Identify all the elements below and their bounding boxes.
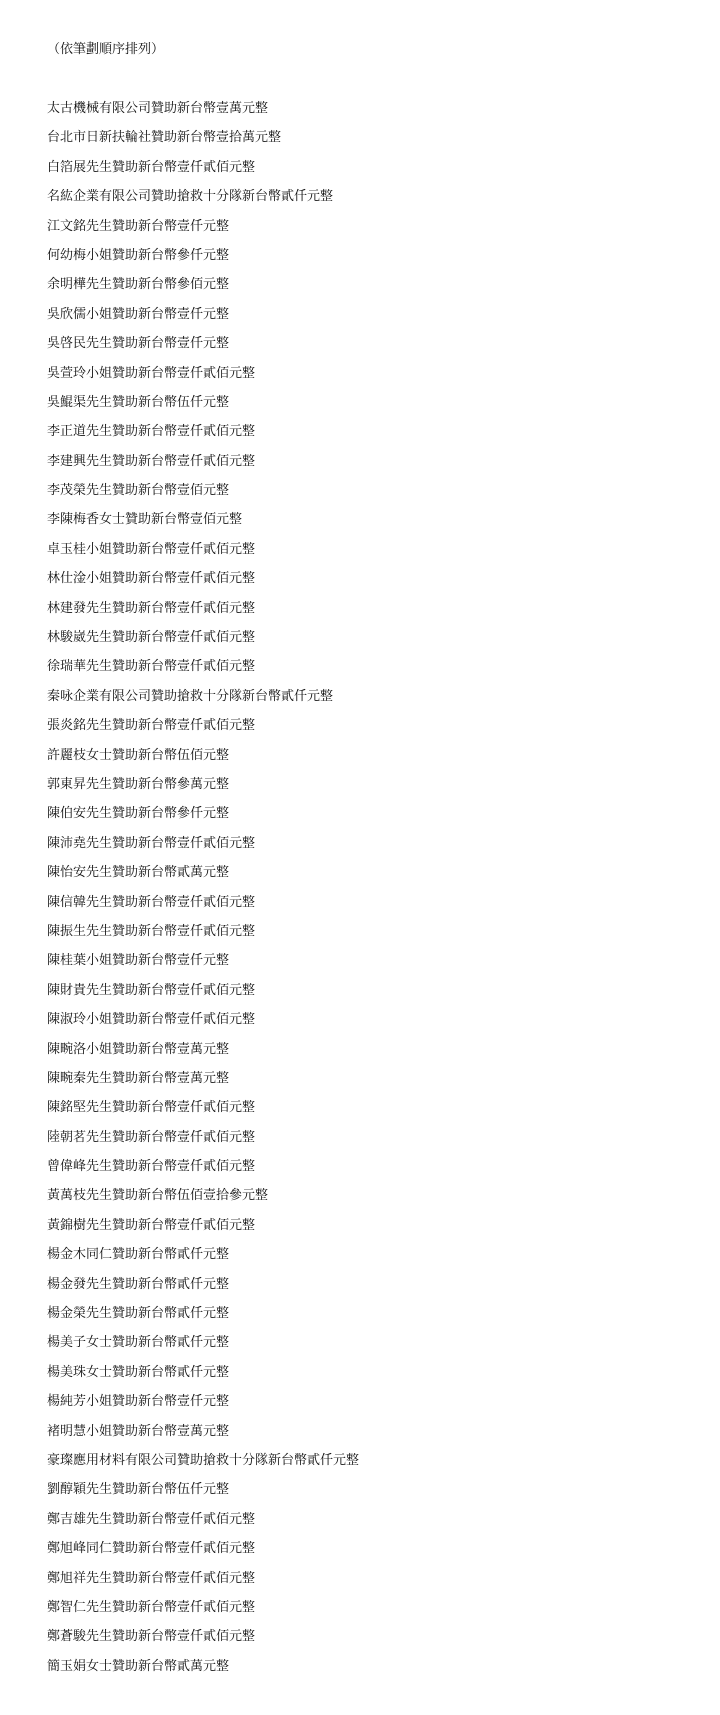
donor-document: [47, 38, 707, 1674]
donor-entry: 秦咏企業有限公司贊助搶救十分隊新台幣貳仟元整: [47, 688, 334, 704]
donor-entry: 太古機械有限公司贊助新台幣壹萬元整: [47, 101, 269, 116]
donor-entry: 鄭旭祥先生贊助新台幣壹仟貳佰元整: [47, 1570, 256, 1586]
donor-entry: 李陳梅香女士贊助新台幣壹佰元整: [47, 512, 243, 528]
ordering-note: （依筆劃順序排列）: [47, 42, 165, 57]
donor-entry: 陳沛堯先生贊助新台幣壹仟貳佰元整: [47, 835, 256, 851]
donor-entry: 陳怡安先生贊助新台幣貳萬元整: [47, 865, 230, 881]
donor-entry: 鄭蒼駿先生贊助新台幣壹仟貳佰元整: [47, 1629, 256, 1645]
donor-entry: 李茂榮先生贊助新台幣壹佰元整: [47, 483, 230, 499]
donor-list: [47, 97, 359, 1684]
donor-entry: 陳桂葉小姐贊助新台幣壹仟元整: [47, 953, 230, 969]
donor-entry: 林駿崴先生贊助新台幣壹仟貳佰元整: [47, 630, 256, 646]
donor-entry: 黃錦樹先生贊助新台幣壹仟貳佰元整: [47, 1217, 256, 1233]
donor-entry: 徐瑞華先生贊助新台幣壹仟貳佰元整: [47, 659, 256, 675]
donor-entry: 豪璨應用材料有限公司贊助搶救十分隊新台幣貳仟元整: [47, 1452, 360, 1468]
donor-entry: 楊金發先生贊助新台幣貳仟元整: [47, 1276, 230, 1292]
donor-entry: 台北市日新扶輪社贊助新台幣壹拾萬元整: [47, 130, 282, 146]
donor-entry: 江文銘先生贊助新台幣壹仟元整: [47, 218, 230, 234]
donor-entry: 陳畹洛小姐贊助新台幣壹萬元整: [47, 1041, 230, 1057]
donor-entry: 楊美珠女士贊助新台幣貳仟元整: [47, 1364, 230, 1380]
donor-entry: 黃萬枝先生贊助新台幣伍佰壹拾參元整: [47, 1188, 269, 1204]
donor-entry: 簡玉娟女士贊助新台幣貳萬元整: [47, 1658, 230, 1674]
donor-entry: 鄭吉雄先生贊助新台幣壹仟貳佰元整: [47, 1511, 256, 1527]
donor-entry: 卓玉桂小姐贊助新台幣壹仟貳佰元整: [47, 541, 256, 557]
donor-entry: 郭東昇先生贊助新台幣參萬元整: [47, 776, 230, 792]
donor-entry: 陳銘堅先生贊助新台幣壹仟貳佰元整: [47, 1100, 256, 1116]
donor-entry: 楊純芳小姐贊助新台幣壹仟元整: [47, 1394, 230, 1410]
donor-entry: 陳財貴先生贊助新台幣壹仟貳佰元整: [47, 982, 256, 998]
donor-entry: 吳鯤渠先生贊助新台幣伍仟元整: [47, 394, 230, 410]
donor-entry: 陳淑玲小姐贊助新台幣壹仟貳佰元整: [47, 1012, 256, 1028]
donor-entry: 余明樺先生贊助新台幣參佰元整: [47, 277, 230, 293]
donor-entry: 褚明慧小姐贊助新台幣壹萬元整: [47, 1423, 230, 1439]
donor-entry: 名紘企業有限公司贊助搶救十分隊新台幣貳仟元整: [47, 189, 334, 205]
donor-entry: 陳伯安先生贊助新台幣參仟元整: [47, 806, 230, 822]
donor-entry: 劉醇穎先生贊助新台幣伍仟元整: [47, 1482, 230, 1498]
donor-entry: 陸朝茗先生贊助新台幣壹仟貳佰元整: [47, 1129, 256, 1145]
donor-entry: 吳啓民先生贊助新台幣壹仟元整: [47, 336, 230, 352]
donor-entry: 陳振生先生贊助新台幣壹仟貳佰元整: [47, 923, 256, 939]
donor-entry: 楊美子女士贊助新台幣貳仟元整: [47, 1335, 230, 1351]
donor-entry: 李正道先生贊助新台幣壹仟貳佰元整: [47, 424, 256, 440]
donor-entry: 曾偉峰先生贊助新台幣壹仟貳佰元整: [47, 1159, 256, 1175]
donor-entry: 林建發先生贊助新台幣壹仟貳佰元整: [47, 600, 256, 616]
donor-entry: 林仕淦小姐贊助新台幣壹仟貳佰元整: [47, 571, 256, 587]
donor-entry: 李建興先生贊助新台幣壹仟貳佰元整: [47, 453, 256, 469]
donor-entry: 鄭旭峰同仁贊助新台幣壹仟貳佰元整: [47, 1541, 256, 1557]
donor-entry: 何幼梅小姐贊助新台幣參仟元整: [47, 247, 230, 263]
donor-entry: 吳萱玲小姐贊助新台幣壹仟貳佰元整: [47, 365, 256, 381]
donor-entry: 陳信韓先生贊助新台幣壹仟貳佰元整: [47, 894, 256, 910]
donor-entry: 許麗枝女士贊助新台幣伍佰元整: [47, 747, 230, 763]
donor-entry: 張炎銘先生贊助新台幣壹仟貳佰元整: [47, 718, 256, 734]
donor-entry: 楊金榮先生贊助新台幣貳仟元整: [47, 1306, 230, 1322]
donor-entry: 楊金木同仁贊助新台幣貳仟元整: [47, 1247, 230, 1263]
donor-entry: 鄭智仁先生贊助新台幣壹仟貳佰元整: [47, 1599, 256, 1615]
donor-entry: 陳畹秦先生贊助新台幣壹萬元整: [47, 1070, 230, 1086]
donor-entry: 白箔展先生贊助新台幣壹仟貳佰元整: [47, 159, 256, 175]
donor-entry: 吳欣儒小姐贊助新台幣壹仟元整: [47, 306, 230, 322]
